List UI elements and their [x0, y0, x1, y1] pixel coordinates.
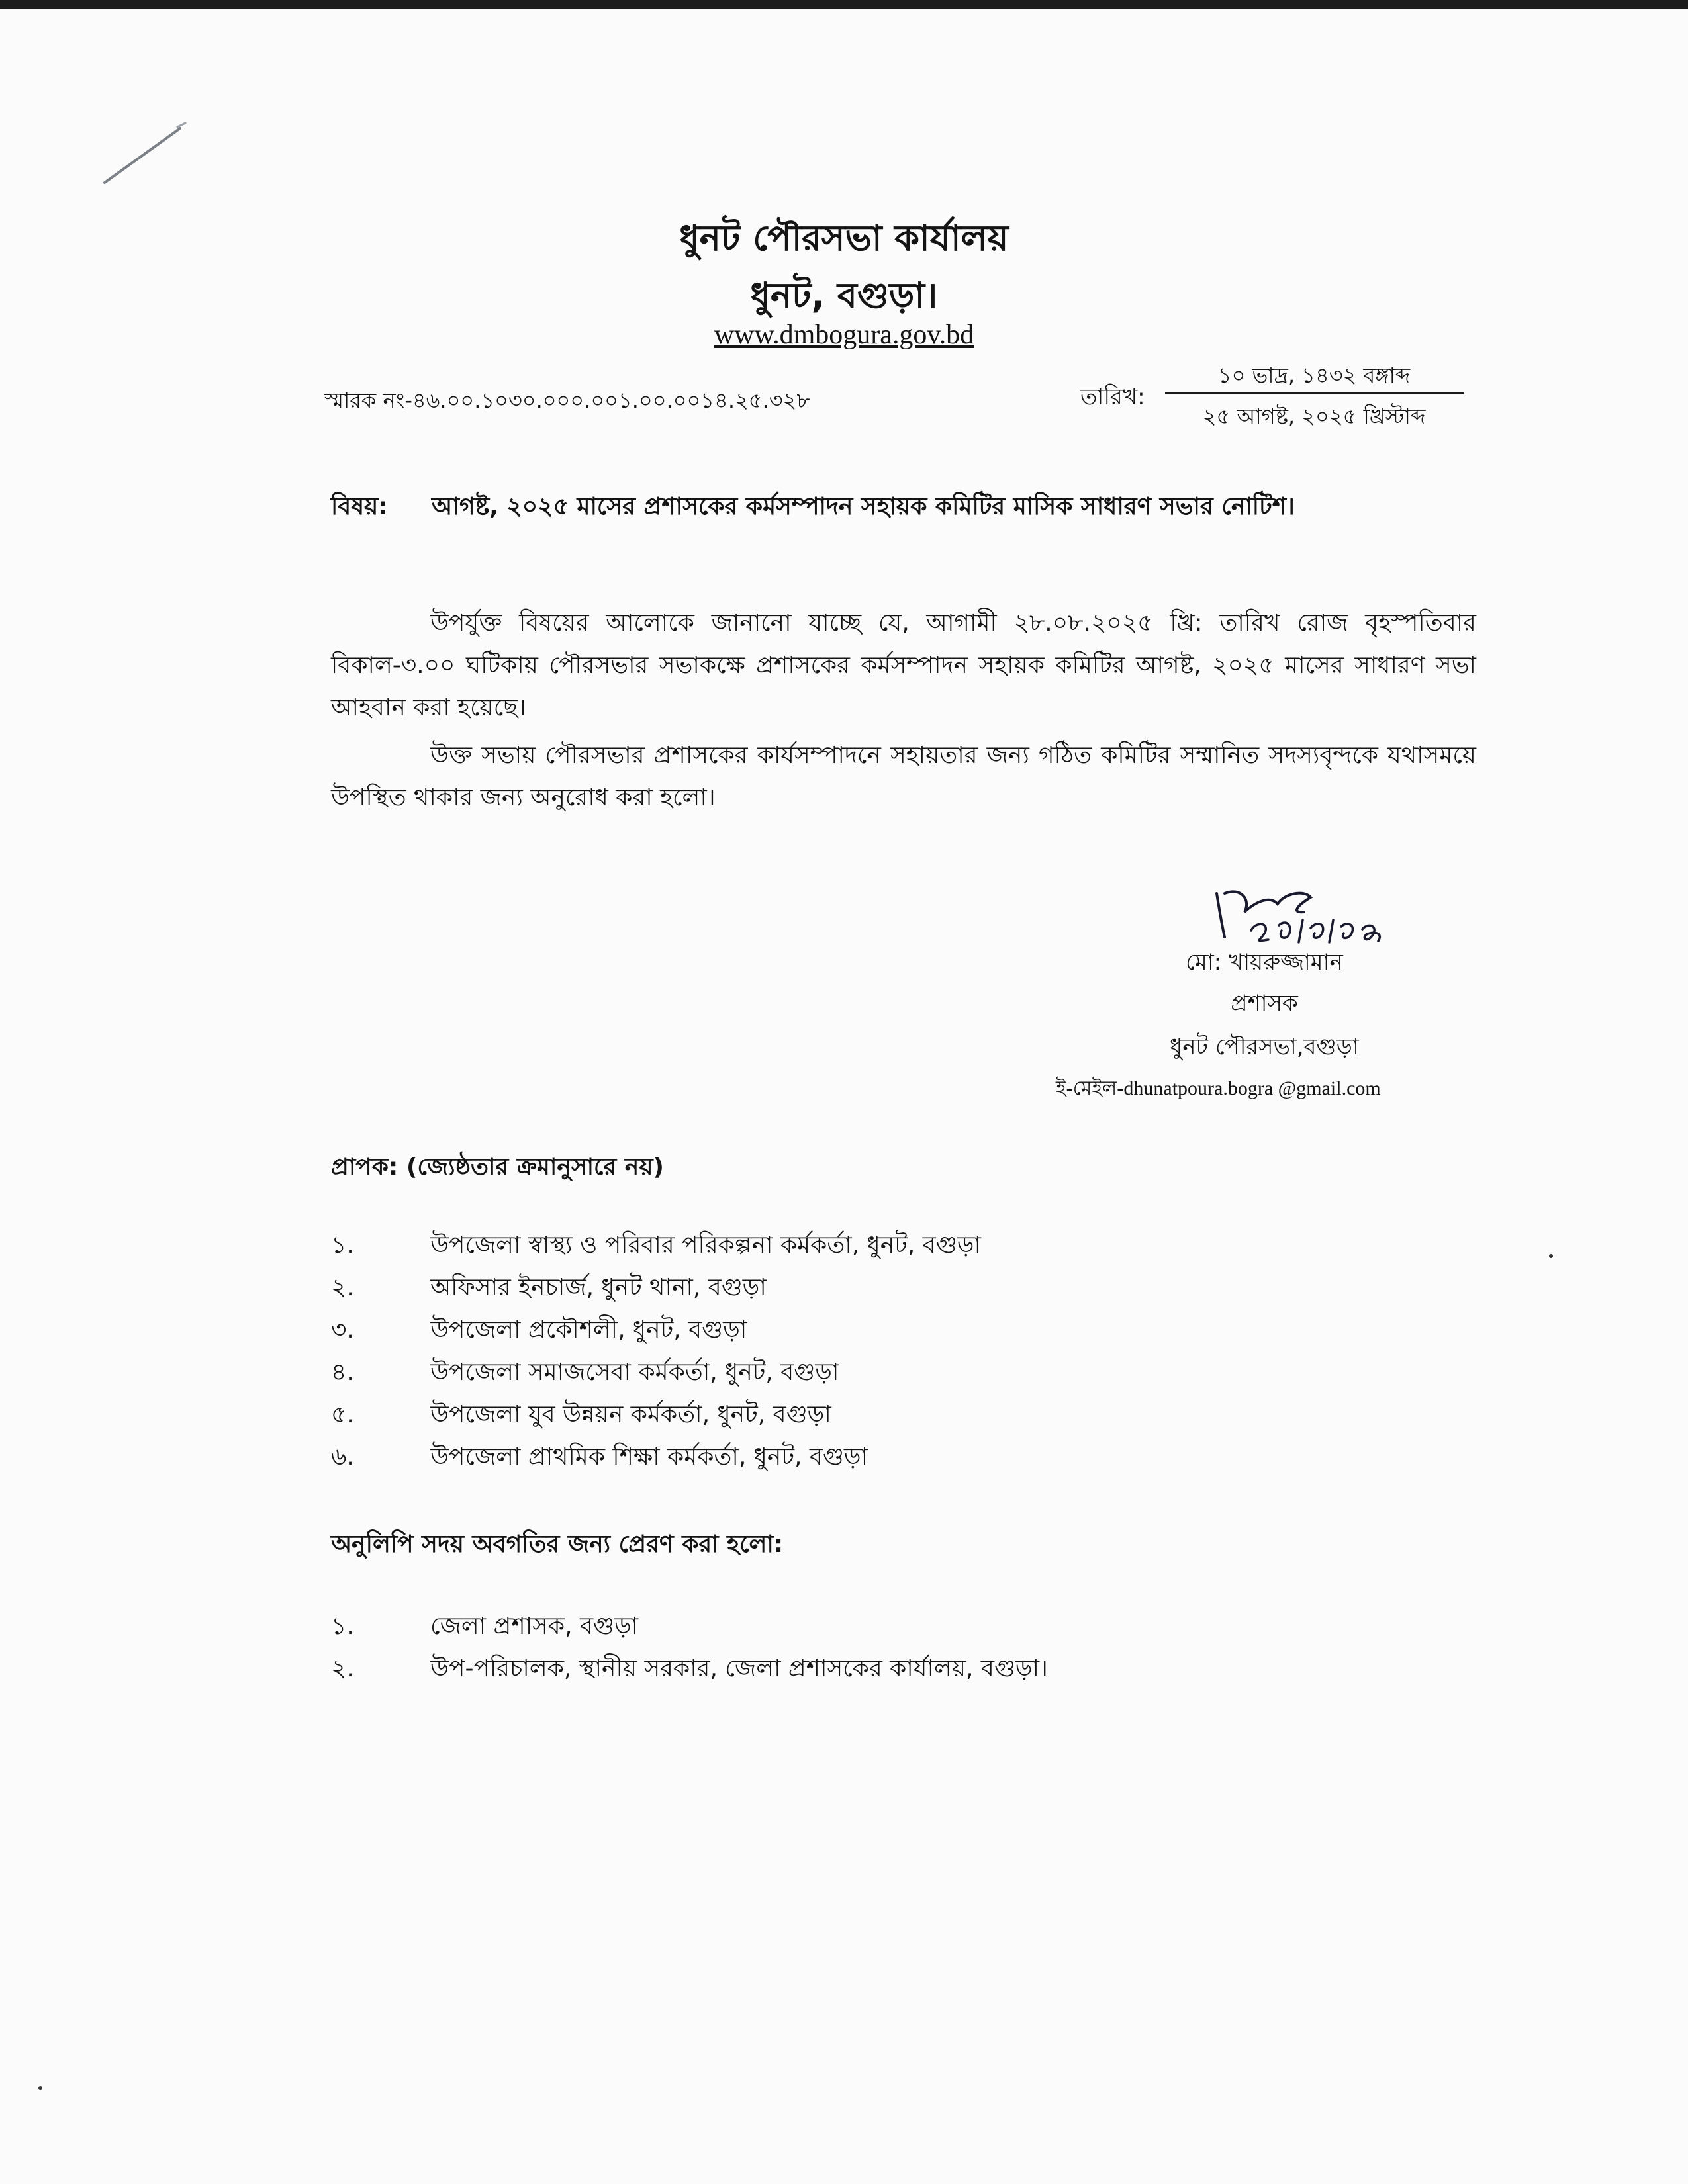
recipients-heading: প্রাপক: (জ্যেষ্ঠতার ক্রমানুসারে নয়) — [331, 1154, 664, 1181]
signer-office: ধুনট পৌরসভা,বগুড়া — [1170, 1034, 1359, 1060]
copy-number: ২. — [331, 1655, 354, 1682]
recipient-number: ৪. — [331, 1359, 354, 1386]
recipient-text: অফিসার ইনচার্জ, ধুনট থানা, বগুড়া — [430, 1274, 767, 1301]
pin-mark-icon — [99, 119, 192, 192]
recipient-text: উপজেলা প্রকৌশলী, ধুনট, বগুড়া — [430, 1316, 747, 1343]
office-name: ধুনট পৌরসভা কার্যালয় — [679, 217, 1009, 259]
recipient-number: ৬. — [331, 1443, 354, 1471]
signer-name: মো: খায়রুজ্জামান — [1186, 949, 1343, 976]
recipient-number: ২. — [331, 1274, 354, 1301]
copy-number: ১. — [331, 1613, 354, 1640]
recipient-text: উপজেলা স্বাস্থ্য ও পরিবার পরিকল্পনা কর্মকর্তা, ধুনট, বগুড়া — [430, 1232, 981, 1259]
handwritten-signature — [1205, 874, 1443, 953]
scan-speck — [1549, 1254, 1553, 1258]
signer-email[interactable]: ই-মেইল-dhunatpoura.bogra @gmail.com — [1056, 1077, 1381, 1099]
recipient-number: ১. — [331, 1232, 354, 1259]
recipient-text: উপজেলা প্রাথমিক শিক্ষা কর্মকর্তা, ধুনট, বগুড়া — [430, 1443, 868, 1471]
website-link[interactable] — [0, 319, 1688, 351]
memo-number: স্মারক নং-৪৬.০০.১০৩০.০০০.০০১.০০.০০১৪.২৫.৩২৮ — [324, 388, 811, 413]
subject-text: আগষ্ট, ২০২৫ মাসের প্রশাসকের কর্মসম্পাদন সহায়ক কমিটির মাসিক সাধারণ সভার নোটিশ। — [432, 493, 1295, 520]
signer-title: প্রশাসক — [1231, 990, 1298, 1017]
recipient-number: ৩. — [331, 1316, 354, 1343]
recipient-number: ৫. — [331, 1401, 354, 1428]
date-gregorian: ২৫ আগষ্ট, ২০২৫ খ্রিস্টাব্দ — [1202, 404, 1426, 429]
office-place: ধুনট, বগুড়া। — [750, 275, 938, 316]
copies-heading: অনুলিপি সদয় অবগতির জন্য প্রেরণ করা হলো: — [331, 1531, 784, 1558]
body-paragraph-2 — [331, 735, 1476, 819]
body-paragraph-1 — [331, 602, 1476, 729]
body-paragraph-2-text: উক্ত সভায় পৌরসভার প্রশাসকের কার্যসম্পাদনে সহায়তার জন্য গঠিত কমিটির সম্মানিত সদস্যবৃন্দকে যথাসময়ে উপস্থিত থাকার জন্য অনুরোধ করা হলো। — [331, 742, 1476, 811]
date-bangla: ১০ ভাদ্র, ১৪৩২ বঙ্গাব্দ — [1217, 363, 1411, 388]
scan-top-edge — [0, 0, 1688, 9]
body-paragraph-1-text: উপর্যুক্ত বিষয়ের আলোকে জানানো যাচ্ছে যে, আগামী ২৮.০৮.২০২৫ খ্রি: তারিখ রোজ বৃহস্পতিবার বিকাল-৩.০০ ঘটিকায় পৌরসভার সভাকক্ষে প্রশাসকের কর্মসম্পাদন সহায়ক কমিটির আগষ্ট, ২০২৫ মাসের সাধারণ সভা আহবান করা হয়েছে। — [331, 610, 1476, 721]
date-divider — [1165, 392, 1464, 394]
recipient-text: উপজেলা সমাজসেবা কর্মকর্তা, ধুনট, বগুড়া — [430, 1359, 839, 1386]
recipient-text: উপজেলা যুব উন্নয়ন কর্মকর্তা, ধুনট, বগুড়া — [430, 1401, 831, 1428]
subject-label: বিষয়: — [331, 493, 388, 520]
copy-text: জেলা প্রশাসক, বগুড়া — [430, 1613, 639, 1640]
website-text[interactable]: www.dmbogura.gov.bd — [714, 320, 974, 350]
scan-speck — [38, 2086, 42, 2090]
copy-text: উপ-পরিচালক, স্থানীয় সরকার, জেলা প্রশাসকের কার্যালয়, বগুড়া। — [430, 1655, 1048, 1682]
date-label: তারিখ: — [1080, 384, 1145, 410]
